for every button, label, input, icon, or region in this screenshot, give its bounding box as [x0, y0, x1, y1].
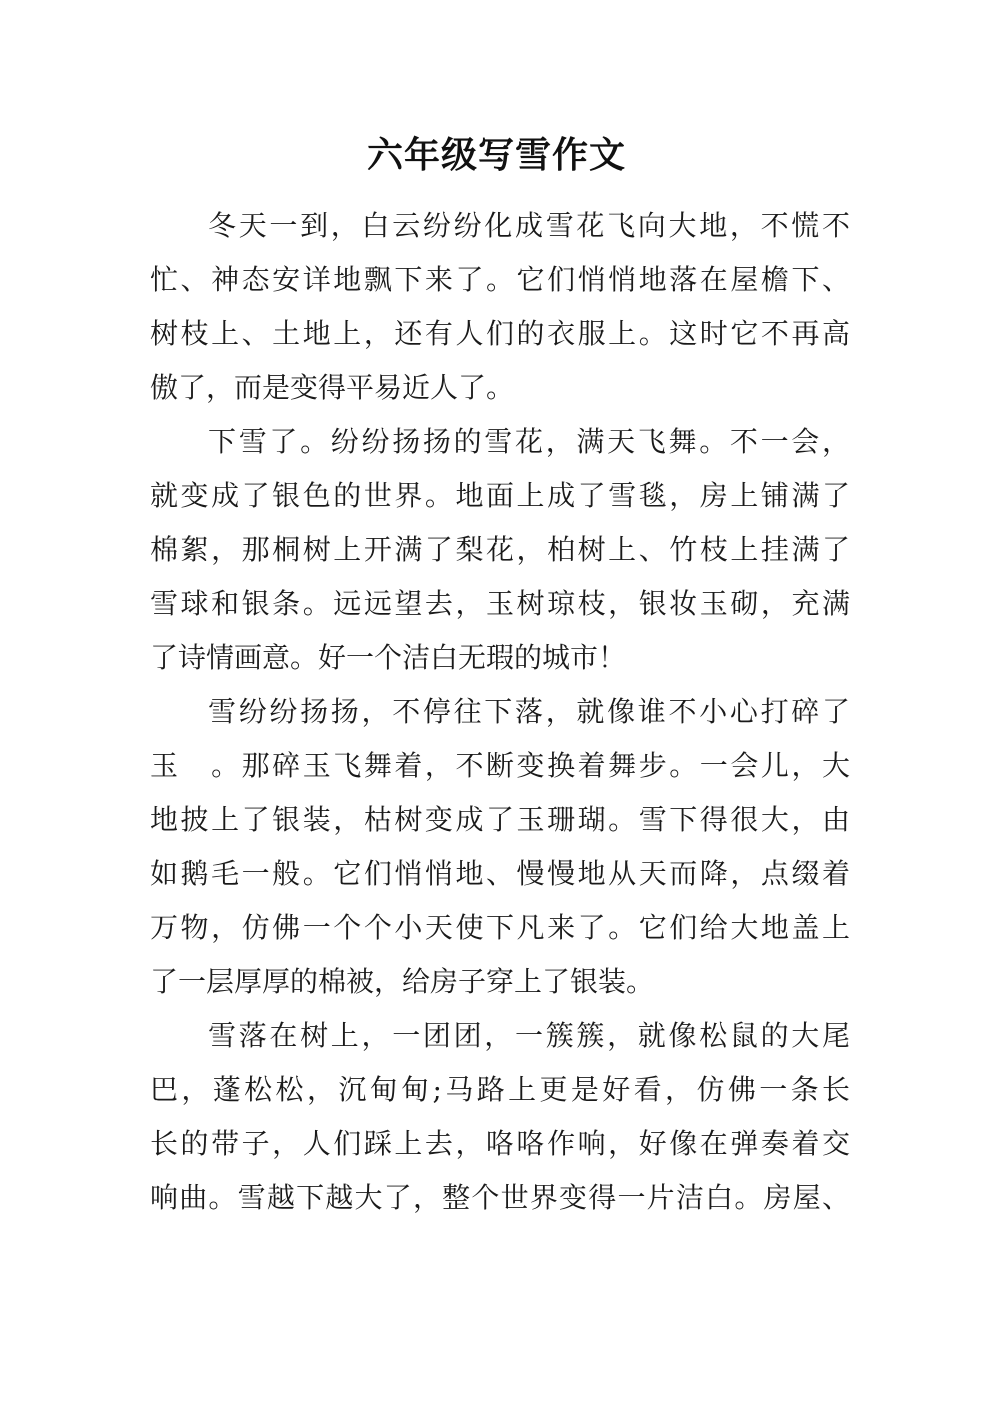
paragraph-3-line-4: 如鹅毛一般。它们悄悄地、慢慢地从天而降，点缀着: [150, 857, 850, 890]
essay-body: [150, 199, 850, 1225]
paragraph-4-line-2: 巴，蓬松松，沉甸甸;马路上更是好看，仿佛一条长: [150, 1073, 850, 1106]
paragraph-3-line-1: 雪纷纷扬扬，不停往下落，就像谁不小心打碎了: [208, 695, 850, 728]
paragraph-3-line-2: 玉 。那碎玉飞舞着，不断变换着舞步。一会儿，大: [150, 749, 850, 782]
paragraph-2-line-4: 雪球和银条。远远望去，玉树琼枝，银妆玉砌，充满: [150, 587, 850, 620]
paragraph-2-line-2: 就变成了银色的世界。地面上成了雪毯，房上铺满了: [150, 479, 850, 512]
paragraph-1-line-2: 忙、神态安详地飘下来了。它们悄悄地落在屋檐下、: [150, 263, 850, 296]
paragraph-4-line-4: 响曲。雪越下越大了，整个世界变得一片洁白。房屋、: [150, 1181, 850, 1214]
paragraph-2-line-3: 棉絮，那桐树上开满了梨花，柏树上、竹枝上挂满了: [150, 533, 850, 566]
paragraph-3-line-5: 万物，仿佛一个个小天使下凡来了。它们给大地盖上: [150, 911, 850, 944]
paragraph-4-line-3: 长的带子，人们踩上去，咯咯作响，好像在弹奏着交: [150, 1127, 850, 1160]
paragraph-1-line-3: 树枝上、土地上，还有人们的衣服上。这时它不再高: [150, 317, 850, 350]
paragraph-2-line-1: 下雪了。纷纷扬扬的雪花，满天飞舞。不一会，: [208, 425, 850, 458]
paragraph-3-line-3: 地披上了银装，枯树变成了玉珊瑚。雪下得很大，由: [150, 803, 850, 836]
paragraph-1-line-1: 冬天一到，白云纷纷化成雪花飞向大地，不慌不: [208, 209, 850, 242]
paragraph-1-line-4: 傲了，而是变得平易近人了。: [150, 371, 515, 404]
paragraph-3-line-6: 了一层厚厚的棉被，给房子穿上了银装。: [150, 965, 655, 998]
paragraph-2-line-5: 了诗情画意。好一个洁白无瑕的城市！: [150, 641, 627, 674]
paragraph-4-line-1: 雪落在树上，一团团，一簇簇，就像松鼠的大尾: [208, 1019, 850, 1052]
document-title: 六年级写雪作文: [366, 135, 626, 176]
